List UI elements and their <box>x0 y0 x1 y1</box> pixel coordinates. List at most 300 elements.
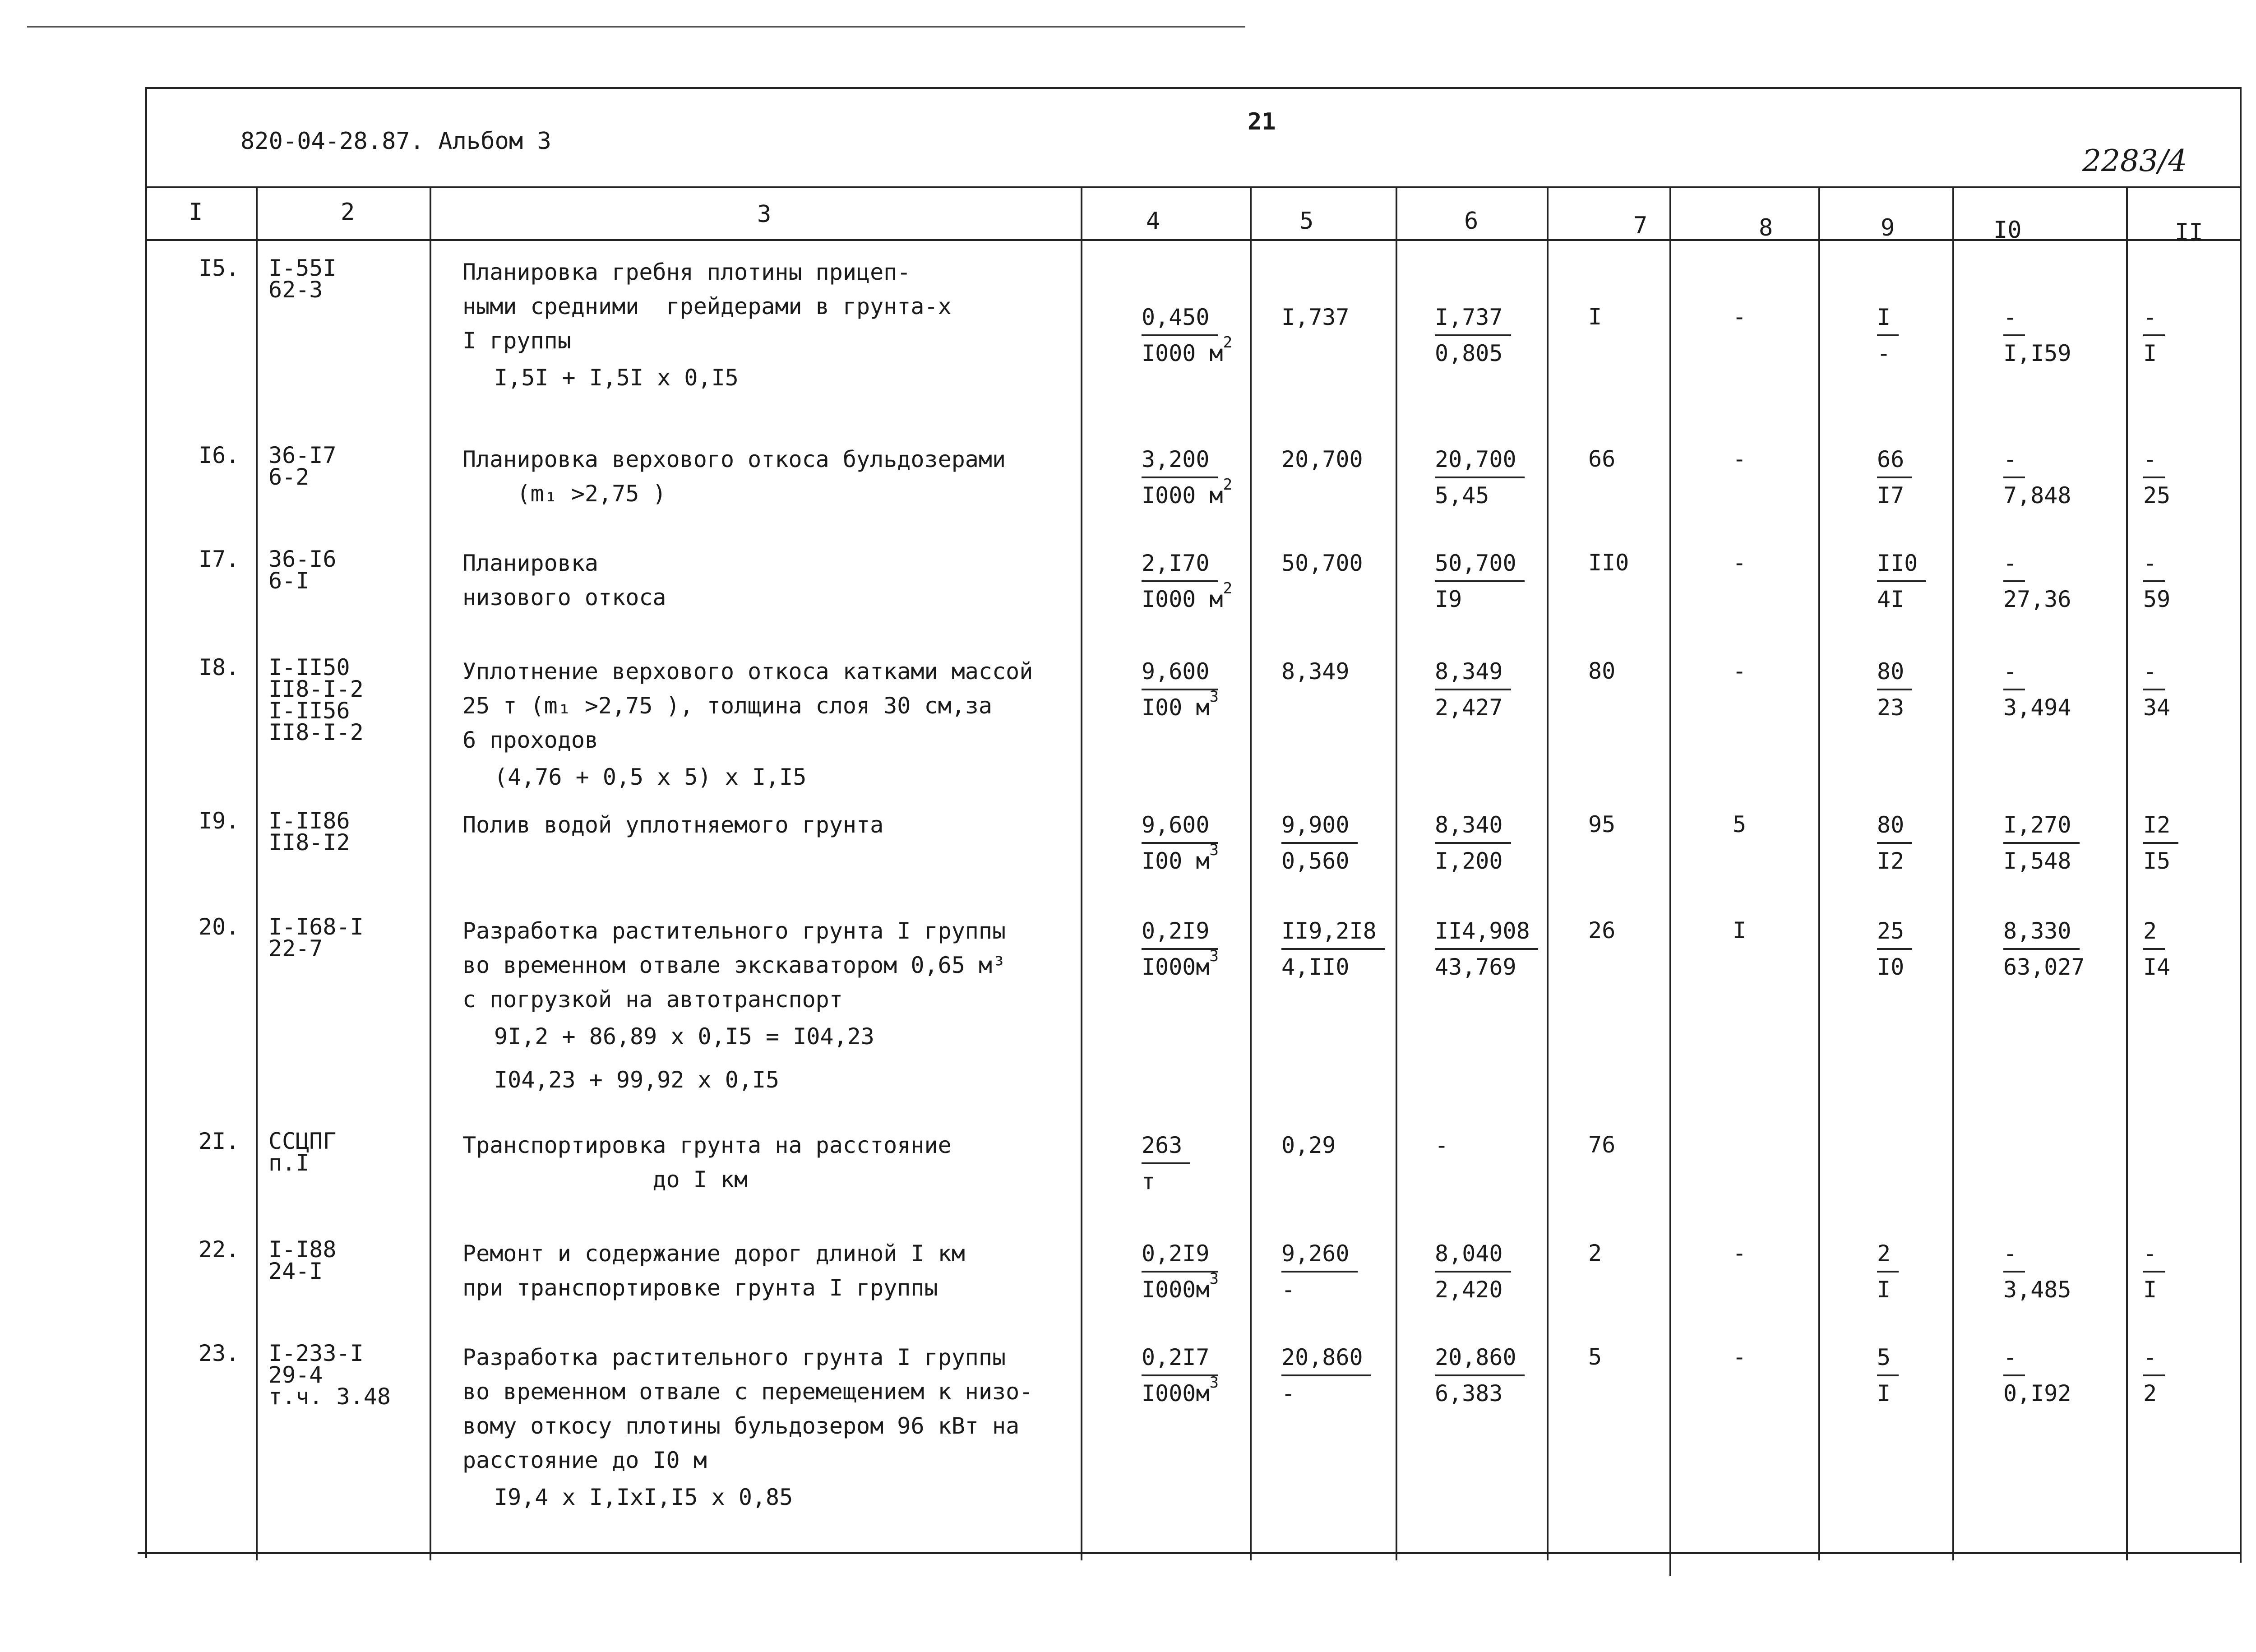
unit-cost-cell-numerator: 50,700 <box>1281 550 1363 576</box>
quantity-cell-numerator: 9,600 <box>1142 808 1218 844</box>
archive-stamp-number: 2283/4 <box>2082 143 2187 178</box>
total-cost-cell <box>1435 442 1525 513</box>
quantity-cell-denominator <box>1142 841 1219 878</box>
col10-cell <box>2003 1236 2071 1307</box>
col10-cell <box>2003 808 2080 878</box>
norm-code: 6-I <box>268 568 310 594</box>
col-header-4: 4 <box>1146 208 1160 235</box>
unit-cost-cell <box>1281 1236 1358 1307</box>
col9-cell-numerator: 80 <box>1877 654 1912 690</box>
norm-code: I-55I <box>268 255 337 281</box>
col-sep-8 <box>1818 186 1820 1560</box>
col11-cell <box>2143 914 2170 984</box>
work-description: Транспортировка грунта на расстояние <box>462 1132 952 1158</box>
row-number: I6. <box>199 442 240 468</box>
quantity-cell <box>1142 442 1232 513</box>
col9-cell-denominator <box>1877 582 1926 616</box>
unit-cost-cell-denominator-text: - <box>1281 1277 1295 1303</box>
norm-code: 24-I <box>268 1258 323 1284</box>
col-header-3: 3 <box>757 201 772 228</box>
column-header-bottom-line <box>145 239 2242 241</box>
quantity-cell-denominator-text: I00 м <box>1142 848 1210 874</box>
quantity-cell-unit-exponent: 3 <box>1209 947 1219 965</box>
total-cost-cell-denominator-text: 2,427 <box>1435 694 1503 721</box>
col11-cell <box>2143 300 2165 370</box>
quantity-cell-unit-exponent: 2 <box>1223 333 1233 352</box>
col10-cell-denominator <box>2003 1376 2071 1411</box>
col11-cell-denominator-text: 25 <box>2143 482 2171 509</box>
quantity-cell-denominator-text: I00 м <box>1142 694 1210 721</box>
work-description: ными средними грейдерами в грунта-х <box>462 293 952 319</box>
work-description: 25 т (m₁ >2,75 ), толщина слоя 30 см,за <box>462 693 992 719</box>
col10-cell-numerator: - <box>2003 546 2025 582</box>
col10-cell-numerator: I,270 <box>2003 808 2080 844</box>
unit-cost-cell <box>1281 808 1358 878</box>
work-description: Планировка гребня плотины прицеп- <box>462 259 911 285</box>
total-cost-cell-denominator <box>1435 1273 1511 1307</box>
labor-cell: I <box>1588 304 1602 330</box>
col10-cell <box>2003 654 2071 725</box>
col-header-8: 8 <box>1759 214 1773 241</box>
total-cost-cell-denominator-text: 0,805 <box>1435 340 1503 366</box>
row-number: I8. <box>199 654 240 680</box>
col10-cell-numerator: - <box>2003 1340 2025 1376</box>
quantity-cell-denominator <box>1142 1376 1219 1411</box>
quantity-cell-unit-exponent: 2 <box>1223 579 1233 597</box>
total-cost-cell-denominator-text: 6,383 <box>1435 1380 1503 1407</box>
work-description: с погрузкой на автотранспорт <box>462 986 843 1013</box>
norm-code: 36-I7 <box>268 442 337 468</box>
col10-cell-denominator <box>2003 336 2071 370</box>
quantity-cell-denominator <box>1142 333 1233 370</box>
col-sep-9 <box>1952 186 1954 1560</box>
work-description: до I км <box>462 1166 748 1193</box>
col11-cell <box>2143 654 2170 725</box>
work-description: Разработка растительного грунта I группы <box>462 918 1006 944</box>
row-number: 20. <box>199 914 240 940</box>
unit-cost-cell-denominator-text: 4,II0 <box>1281 954 1350 980</box>
col10-cell <box>2003 914 2085 984</box>
col10-cell <box>2003 546 2071 616</box>
labor-cell: 95 <box>1588 811 1616 838</box>
col10-cell <box>2003 442 2071 513</box>
col9-cell <box>1877 808 1912 878</box>
col9-cell-denominator-text: - <box>1877 340 1891 366</box>
table-right-border <box>2240 87 2242 1563</box>
total-cost-cell <box>1435 1128 1456 1162</box>
quantity-cell-denominator-text: I000м <box>1142 1277 1210 1303</box>
unit-cost-cell-denominator <box>1281 1376 1371 1411</box>
calculation-formula: I9,4 x I,IxI,I5 x 0,85 <box>494 1484 793 1510</box>
unit-cost-cell-denominator <box>1281 950 1385 984</box>
col9-cell-denominator-text: 4I <box>1877 586 1905 612</box>
unit-cost-cell <box>1281 442 1371 477</box>
col-header-10: I0 <box>1993 217 2022 244</box>
col8-cell: - <box>1733 550 1747 576</box>
col-header-11: II <box>2175 219 2203 246</box>
norm-code: т.ч. 3.48 <box>268 1384 391 1410</box>
col-header-5: 5 <box>1299 208 1314 235</box>
norm-code: I-II86 <box>268 808 350 834</box>
col11-cell-numerator: - <box>2143 1236 2165 1273</box>
unit-cost-cell <box>1281 1340 1371 1411</box>
col9-cell <box>1877 300 1899 370</box>
col11-cell-denominator-text: I5 <box>2143 848 2171 874</box>
labor-cell: 26 <box>1588 917 1616 944</box>
total-cost-cell <box>1435 546 1525 616</box>
quantity-cell-unit-exponent: 3 <box>1209 841 1219 859</box>
total-cost-cell-denominator <box>1435 844 1511 878</box>
col11-cell-denominator <box>2143 478 2170 513</box>
col8-cell: 5 <box>1733 811 1747 838</box>
col10-cell-denominator-text: 63,027 <box>2003 954 2085 980</box>
col9-cell-numerator: 25 <box>1877 914 1912 950</box>
total-cost-cell-numerator: I,737 <box>1435 300 1511 336</box>
col-sep-4 <box>1250 186 1252 1560</box>
total-cost-cell-denominator <box>1435 1376 1525 1411</box>
col-header-7: 7 <box>1633 212 1648 239</box>
col10-cell-numerator: - <box>2003 654 2025 690</box>
total-cost-cell-denominator <box>1435 478 1525 513</box>
col11-cell <box>2143 546 2170 616</box>
norm-code: I-I68-I <box>268 914 364 940</box>
col11-cell-denominator-text: I4 <box>2143 954 2171 980</box>
col11-cell-denominator-text: 34 <box>2143 694 2171 721</box>
col9-cell-denominator-text: 23 <box>1877 694 1905 721</box>
work-description: во временном отвале с перемещением к низо- <box>462 1379 1033 1405</box>
row-number: 23. <box>199 1340 240 1366</box>
total-cost-cell-numerator: - <box>1435 1132 1449 1158</box>
quantity-cell <box>1142 300 1232 370</box>
col10-cell-denominator-text: 7,848 <box>2003 482 2071 509</box>
quantity-cell-denominator-text: I000 м <box>1142 482 1223 509</box>
unit-cost-cell-denominator <box>1281 844 1358 878</box>
total-cost-cell <box>1435 914 1538 984</box>
unit-cost-cell <box>1281 654 1358 689</box>
col11-cell-numerator: 2 <box>2143 914 2165 950</box>
col-sep-10 <box>2126 186 2128 1560</box>
total-cost-cell-numerator: 50,700 <box>1435 546 1525 582</box>
work-description: Планировка <box>462 550 599 576</box>
col9-cell-denominator-text: I7 <box>1877 482 1905 509</box>
col10-cell-numerator: - <box>2003 300 2025 336</box>
quantity-cell-denominator-text: т <box>1142 1168 1156 1194</box>
col10-cell-denominator <box>2003 844 2080 878</box>
total-cost-cell-numerator: 8,040 <box>1435 1236 1511 1273</box>
unit-cost-cell-numerator: 20,700 <box>1281 446 1363 472</box>
quantity-cell-numerator: 0,2I9 <box>1142 1236 1218 1273</box>
quantity-cell-denominator <box>1142 478 1232 513</box>
quantity-cell-denominator <box>1142 579 1233 616</box>
col-sep-5 <box>1396 186 1397 1560</box>
col11-cell-numerator: - <box>2143 300 2165 336</box>
col10-cell-denominator-text: I,548 <box>2003 848 2071 874</box>
col-header-1: I <box>189 199 203 226</box>
total-cost-cell-denominator <box>1435 950 1538 984</box>
col9-cell-denominator <box>1877 1273 1899 1307</box>
col11-cell-denominator-text: I <box>2143 1277 2157 1303</box>
col-sep-7 <box>1669 186 1671 1576</box>
col11-cell-denominator <box>2143 1376 2165 1411</box>
row-number: I5. <box>199 255 240 281</box>
unit-cost-cell <box>1281 546 1371 580</box>
col-sep-6 <box>1547 186 1549 1560</box>
quantity-cell-numerator: 0,2I7 <box>1142 1340 1218 1376</box>
quantity-cell <box>1142 654 1219 725</box>
unit-cost-cell-numerator: 9,260 <box>1281 1236 1358 1273</box>
col8-cell: - <box>1733 304 1747 330</box>
quantity-cell <box>1142 1236 1219 1307</box>
col8-cell: - <box>1733 1240 1747 1266</box>
total-cost-cell-denominator-text: I9 <box>1435 586 1462 612</box>
col10-cell-numerator: - <box>2003 442 2025 478</box>
col11-cell-denominator-text: 59 <box>2143 586 2171 612</box>
col10-cell-denominator-text: 3,485 <box>2003 1277 2071 1303</box>
col10-cell-denominator <box>2003 1273 2071 1307</box>
col9-cell-numerator: 66 <box>1877 442 1912 478</box>
quantity-cell-denominator-text: I000 м <box>1142 340 1223 366</box>
total-cost-cell-denominator <box>1435 582 1525 616</box>
calculation-formula: 9I,2 + 86,89 x 0,I5 = I04,23 <box>494 1023 874 1050</box>
col9-cell-denominator <box>1877 478 1912 513</box>
total-cost-cell <box>1435 654 1511 725</box>
norm-code: 29-4 <box>268 1362 323 1388</box>
row-number: 22. <box>199 1236 240 1263</box>
norm-code: 22-7 <box>268 935 323 962</box>
quantity-cell <box>1142 546 1232 616</box>
col11-cell-denominator <box>2143 950 2170 984</box>
calculation-formula: I04,23 + 99,92 x 0,I5 <box>494 1067 780 1093</box>
col10-cell <box>2003 1340 2071 1411</box>
work-description: во временном отвале экскаватором 0,65 м³ <box>462 952 1006 978</box>
quantity-cell <box>1142 914 1219 984</box>
quantity-cell-numerator: 3,200 <box>1142 442 1218 478</box>
norm-code: II8-I2 <box>268 829 350 856</box>
labor-cell: 66 <box>1588 446 1616 472</box>
work-description: 6 проходов <box>462 727 599 753</box>
norm-code: I-233-I <box>268 1340 364 1366</box>
norm-code: I-I88 <box>268 1236 337 1263</box>
col9-cell <box>1877 914 1912 984</box>
labor-cell: 5 <box>1588 1344 1602 1370</box>
total-cost-cell-denominator-text: I,200 <box>1435 848 1503 874</box>
labor-cell: 76 <box>1588 1132 1616 1158</box>
col9-cell-numerator: I <box>1877 300 1899 336</box>
unit-cost-cell-denominator-text: 0,560 <box>1281 848 1350 874</box>
col9-cell-denominator-text: I2 <box>1877 848 1905 874</box>
unit-cost-cell <box>1281 300 1358 334</box>
col9-cell <box>1877 1340 1899 1411</box>
norm-code: 62-3 <box>268 277 323 303</box>
work-description: Разработка растительного грунта I группы <box>462 1344 1006 1370</box>
norm-code: II8-I-2 <box>268 676 364 702</box>
top-edge-line <box>27 26 1245 28</box>
row-number: I9. <box>199 808 240 834</box>
col-sep-2 <box>430 186 431 1560</box>
unit-cost-cell-denominator <box>1281 1273 1358 1307</box>
total-cost-cell-denominator-text: 5,45 <box>1435 482 1489 509</box>
col11-cell-numerator: - <box>2143 654 2165 690</box>
col11-cell <box>2143 808 2178 878</box>
quantity-cell-denominator <box>1142 947 1219 984</box>
total-cost-cell <box>1435 1340 1525 1411</box>
col11-cell-denominator <box>2143 1273 2165 1307</box>
col11-cell-numerator: - <box>2143 546 2165 582</box>
col9-cell-denominator-text: I <box>1877 1277 1891 1303</box>
col10-cell-denominator-text: I,I59 <box>2003 340 2071 366</box>
quantity-cell-denominator-text: I000м <box>1142 954 1210 980</box>
col9-cell-denominator <box>1877 336 1899 370</box>
col9-cell-denominator <box>1877 844 1912 878</box>
work-description: (m₁ >2,75 ) <box>462 481 666 507</box>
quantity-cell <box>1142 1128 1190 1199</box>
norm-code: II8-I-2 <box>268 719 364 745</box>
quantity-cell-unit-exponent: 2 <box>1223 476 1233 494</box>
labor-cell: II0 <box>1588 550 1629 576</box>
quantity-cell-unit-exponent: 3 <box>1209 688 1219 706</box>
calculation-formula: I,5I + I,5I x 0,I5 <box>494 365 739 391</box>
col10-cell-denominator-text: 27,36 <box>2003 586 2071 612</box>
col9-cell <box>1877 546 1926 616</box>
unit-cost-cell-numerator: I,737 <box>1281 304 1350 330</box>
col11-cell-denominator <box>2143 582 2170 616</box>
col8-cell: I <box>1733 917 1747 944</box>
col10-cell-denominator <box>2003 582 2071 616</box>
total-cost-cell-numerator: 8,349 <box>1435 654 1511 690</box>
col9-cell-denominator-text: I <box>1877 1380 1891 1407</box>
total-cost-cell-denominator-text: 43,769 <box>1435 954 1516 980</box>
total-cost-cell <box>1435 808 1511 878</box>
labor-cell: 2 <box>1588 1240 1602 1266</box>
total-cost-cell-denominator <box>1435 690 1511 725</box>
quantity-cell-unit-exponent: 3 <box>1209 1374 1219 1392</box>
labor-cell: 80 <box>1588 658 1616 684</box>
work-description: Уплотнение верхового откоса катками массой <box>462 658 1033 685</box>
col9-cell-numerator: 80 <box>1877 808 1912 844</box>
quantity-cell-numerator: 9,600 <box>1142 654 1218 690</box>
quantity-cell-denominator <box>1142 690 1219 725</box>
norm-code: 36-I6 <box>268 546 337 572</box>
quantity-cell-denominator-text: I000м <box>1142 1380 1210 1407</box>
col-header-9: 9 <box>1881 214 1895 241</box>
col11-cell-numerator: - <box>2143 442 2165 478</box>
total-cost-cell-numerator: 20,700 <box>1435 442 1525 478</box>
col11-cell <box>2143 442 2170 513</box>
calculation-formula: (4,76 + 0,5 x 5) x I,I5 <box>494 764 807 790</box>
col11-cell-numerator: I2 <box>2143 808 2178 844</box>
col-header-2: 2 <box>341 199 355 226</box>
col-sep-3 <box>1081 186 1082 1560</box>
col10-cell-denominator <box>2003 690 2071 725</box>
table-top-border <box>145 87 2242 89</box>
norm-code: п.I <box>268 1150 310 1176</box>
col10-cell-denominator <box>2003 478 2071 513</box>
col9-cell-numerator: II0 <box>1877 546 1926 582</box>
col-header-6: 6 <box>1464 208 1479 235</box>
total-cost-cell-denominator <box>1435 336 1511 370</box>
col9-cell-denominator <box>1877 1376 1899 1411</box>
work-description: Полив водой уплотняемого грунта <box>462 812 884 838</box>
quantity-cell-denominator-text: I000 м <box>1142 586 1223 612</box>
col8-cell: - <box>1733 1344 1747 1370</box>
col11-cell <box>2143 1236 2165 1307</box>
page-number: 21 <box>1248 108 1276 135</box>
col-sep-1 <box>256 186 258 1560</box>
total-cost-cell-denominator-text: 2,420 <box>1435 1277 1503 1303</box>
header-bottom-line <box>145 186 2242 188</box>
work-description: I группы <box>462 328 571 354</box>
work-description: вому откосу плотины бульдозером 96 кВт на <box>462 1413 1020 1439</box>
quantity-cell-denominator <box>1142 1164 1190 1199</box>
col11-cell-denominator-text: 2 <box>2143 1380 2157 1407</box>
table-left-border <box>145 87 147 1558</box>
unit-cost-cell-numerator: 8,349 <box>1281 658 1350 685</box>
col8-cell: - <box>1733 446 1747 472</box>
total-cost-cell <box>1435 1236 1511 1307</box>
work-description: при транспортировке грунта I группы <box>462 1275 938 1301</box>
unit-cost-cell-denominator-text: - <box>1281 1380 1295 1407</box>
col10-cell-denominator-text: 0,I92 <box>2003 1380 2071 1407</box>
col11-cell-denominator <box>2143 336 2165 370</box>
total-cost-cell-numerator: 20,860 <box>1435 1340 1525 1376</box>
quantity-cell-numerator: 0,450 <box>1142 300 1218 336</box>
col9-cell-numerator: 2 <box>1877 1236 1899 1273</box>
total-cost-cell <box>1435 300 1511 370</box>
unit-cost-cell <box>1281 1128 1344 1162</box>
col9-cell <box>1877 442 1912 513</box>
unit-cost-cell <box>1281 914 1385 984</box>
col10-cell-numerator: - <box>2003 1236 2025 1273</box>
row-number: I7. <box>199 546 240 572</box>
document-code: 820-04-28.87. Альбом 3 <box>240 128 551 155</box>
work-description: Ремонт и содержание дорог длиной I км <box>462 1240 965 1267</box>
col10-cell-denominator <box>2003 950 2085 984</box>
norm-code: 6-2 <box>268 464 310 490</box>
col9-cell-numerator: 5 <box>1877 1340 1899 1376</box>
total-cost-cell-numerator: II4,908 <box>1435 914 1538 950</box>
norm-code: I-II50 <box>268 654 350 680</box>
unit-cost-cell-numerator: 0,29 <box>1281 1132 1336 1158</box>
col9-cell-denominator-text: I0 <box>1877 954 1905 980</box>
quantity-cell <box>1142 1340 1219 1411</box>
quantity-cell-numerator: 263 <box>1142 1128 1190 1164</box>
col9-cell <box>1877 654 1912 725</box>
col9-cell <box>1877 1236 1899 1307</box>
quantity-cell-denominator <box>1142 1270 1219 1307</box>
work-description: Планировка верхового откоса бульдозерами <box>462 446 1006 472</box>
col10-cell-denominator-text: 3,494 <box>2003 694 2071 721</box>
total-cost-cell-numerator: 8,340 <box>1435 808 1511 844</box>
norm-code: ССЦПГ <box>268 1128 337 1154</box>
table-bottom-border <box>138 1552 2240 1554</box>
row-number: 2I. <box>199 1128 240 1154</box>
quantity-cell-numerator: 2,I70 <box>1142 546 1218 582</box>
col11-cell-denominator-text: I <box>2143 340 2157 366</box>
col11-cell-denominator <box>2143 690 2170 725</box>
col11-cell-denominator <box>2143 844 2178 878</box>
col8-cell: - <box>1733 658 1747 684</box>
col11-cell-numerator: - <box>2143 1340 2165 1376</box>
work-description: расстояние до I0 м <box>462 1447 707 1473</box>
col11-cell <box>2143 1340 2165 1411</box>
quantity-cell <box>1142 808 1219 878</box>
col9-cell-denominator <box>1877 950 1912 984</box>
quantity-cell-numerator: 0,2I9 <box>1142 914 1218 950</box>
unit-cost-cell-numerator: 20,860 <box>1281 1340 1371 1376</box>
col10-cell <box>2003 300 2071 370</box>
quantity-cell-unit-exponent: 3 <box>1209 1270 1219 1288</box>
col9-cell-denominator <box>1877 690 1912 725</box>
